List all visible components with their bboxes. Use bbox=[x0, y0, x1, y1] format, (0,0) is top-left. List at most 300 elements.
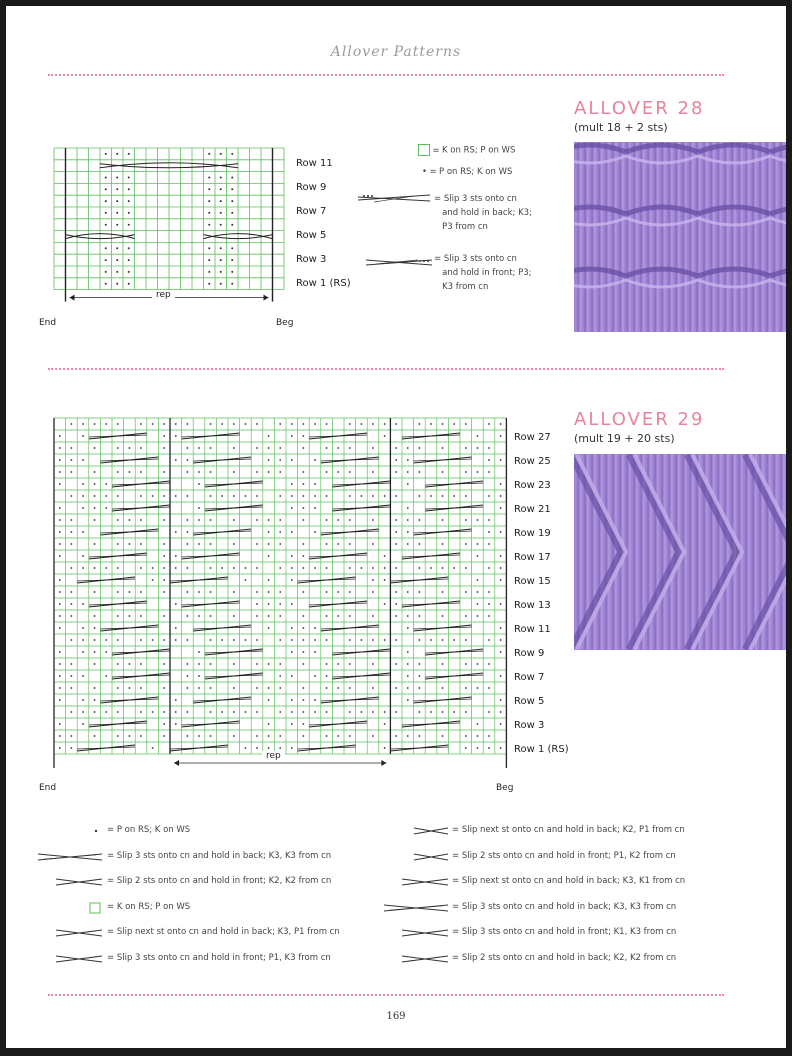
chart-dot bbox=[233, 711, 235, 713]
chart-dot bbox=[291, 711, 293, 713]
c6b2-icon bbox=[380, 901, 450, 915]
chart-dot bbox=[453, 495, 455, 497]
chart-dot bbox=[175, 435, 177, 437]
chart-dot bbox=[233, 567, 235, 569]
chart-dot bbox=[116, 224, 118, 226]
chart-dot bbox=[395, 663, 397, 665]
chart-dot bbox=[407, 627, 409, 629]
chart-dot bbox=[407, 507, 409, 509]
chart-dot bbox=[129, 663, 131, 665]
chart-dot bbox=[163, 423, 165, 425]
chart-dot bbox=[291, 423, 293, 425]
chart-dot bbox=[279, 447, 281, 449]
chart-dot bbox=[71, 747, 73, 749]
chart-dot bbox=[94, 447, 96, 449]
chart-cable bbox=[309, 435, 367, 437]
chart-dot bbox=[210, 591, 212, 593]
chart-dot bbox=[59, 603, 61, 605]
chart-dot bbox=[163, 519, 165, 521]
chart-dot bbox=[419, 687, 421, 689]
chart-dot bbox=[117, 615, 119, 617]
chart-dot bbox=[105, 651, 107, 653]
chart-dot bbox=[291, 579, 293, 581]
chart-dot bbox=[210, 567, 212, 569]
chart-cable bbox=[182, 555, 240, 557]
chart-dot bbox=[430, 567, 432, 569]
chart-dot bbox=[210, 711, 212, 713]
chart-dot bbox=[140, 471, 142, 473]
chart-dot bbox=[233, 735, 235, 737]
chart-cable bbox=[100, 531, 158, 533]
chart-dot bbox=[71, 639, 73, 641]
chart-cable bbox=[309, 723, 367, 725]
chart-dot bbox=[71, 603, 73, 605]
chart-cable bbox=[414, 699, 472, 701]
chart-dot bbox=[442, 615, 444, 617]
chart-dot bbox=[419, 591, 421, 593]
chart-dot bbox=[314, 459, 316, 461]
chart-dot bbox=[326, 543, 328, 545]
chart-dot bbox=[128, 153, 130, 155]
chart-dot bbox=[59, 699, 61, 701]
chart-dot bbox=[384, 711, 386, 713]
chart-cable bbox=[112, 651, 170, 653]
chart-dot bbox=[59, 531, 61, 533]
chart-dot bbox=[198, 675, 200, 677]
allover28-end-label: End bbox=[39, 318, 57, 328]
chart-dot bbox=[477, 555, 479, 557]
chart-dot bbox=[221, 639, 223, 641]
chart-dot bbox=[105, 200, 107, 202]
chart-dot bbox=[163, 723, 165, 725]
chart-dot bbox=[372, 711, 374, 713]
chart-dot bbox=[94, 471, 96, 473]
chart-dot bbox=[291, 639, 293, 641]
allover29-chart bbox=[46, 408, 508, 784]
chart-cable bbox=[425, 507, 483, 509]
chart-dot bbox=[477, 747, 479, 749]
chart-dot bbox=[442, 471, 444, 473]
chart-dot bbox=[326, 423, 328, 425]
chart-dot bbox=[221, 423, 223, 425]
chart-dot bbox=[82, 603, 84, 605]
chart-dot bbox=[361, 567, 363, 569]
allover28-rep-label: rep bbox=[152, 290, 175, 300]
chart-dot bbox=[500, 579, 502, 581]
chart-dot bbox=[152, 579, 154, 581]
chart-dot bbox=[407, 519, 409, 521]
chart-dot bbox=[233, 687, 235, 689]
chart-dot bbox=[465, 711, 467, 713]
chart-dot bbox=[500, 711, 502, 713]
chart-cable bbox=[89, 723, 147, 725]
chart-dot bbox=[210, 495, 212, 497]
chart-dot bbox=[291, 435, 293, 437]
chart-dot bbox=[477, 735, 479, 737]
chart-dot bbox=[395, 459, 397, 461]
chart-dot bbox=[465, 639, 467, 641]
chart-dot bbox=[94, 507, 96, 509]
chart-dot bbox=[82, 495, 84, 497]
allover28-row-label: Row 1 (RS) bbox=[296, 278, 351, 289]
chart-dot bbox=[395, 531, 397, 533]
chart-dot bbox=[303, 435, 305, 437]
chart-dot bbox=[291, 507, 293, 509]
chart-cable bbox=[205, 675, 263, 677]
chart-dot bbox=[94, 699, 96, 701]
chart-dot bbox=[163, 687, 165, 689]
chart-dot bbox=[279, 423, 281, 425]
chart-dot bbox=[82, 675, 84, 677]
chart-dot bbox=[105, 259, 107, 261]
chart-dot bbox=[384, 723, 386, 725]
chart-dot bbox=[465, 747, 467, 749]
page-number: 169 bbox=[386, 1011, 406, 1022]
chart-dot bbox=[208, 283, 210, 285]
chart-dot bbox=[384, 423, 386, 425]
chart-dot bbox=[233, 639, 235, 641]
chart-dot bbox=[128, 212, 130, 214]
chart-dot bbox=[94, 543, 96, 545]
chart-dot bbox=[477, 603, 479, 605]
chart-dot bbox=[94, 519, 96, 521]
chart-dot bbox=[291, 459, 293, 461]
chart-dot bbox=[430, 711, 432, 713]
chart-dot bbox=[453, 711, 455, 713]
chart-dot bbox=[453, 639, 455, 641]
chart-dot bbox=[407, 591, 409, 593]
allover28-title: ALLOVER 28 bbox=[574, 98, 705, 119]
chart-dot bbox=[372, 591, 374, 593]
chart-dot bbox=[128, 259, 130, 261]
chart-dot bbox=[116, 283, 118, 285]
chart-dot bbox=[198, 663, 200, 665]
chart-dot bbox=[488, 423, 490, 425]
chart-dot bbox=[279, 639, 281, 641]
chart-dot bbox=[256, 471, 258, 473]
chart-dot bbox=[268, 555, 270, 557]
chart-dot bbox=[208, 153, 210, 155]
chart-dot bbox=[187, 615, 189, 617]
chart-dot bbox=[152, 747, 154, 749]
chart-dot bbox=[407, 663, 409, 665]
chart-dot bbox=[268, 723, 270, 725]
chart-dot bbox=[372, 519, 374, 521]
chart-dot bbox=[395, 567, 397, 569]
chart-dot bbox=[163, 711, 165, 713]
c4f-icon bbox=[34, 875, 104, 889]
chart-dot bbox=[152, 711, 154, 713]
chart-dot bbox=[326, 471, 328, 473]
t4b-icon bbox=[34, 926, 104, 940]
chart-dot bbox=[163, 435, 165, 437]
key29-entry: = Slip 2 sts onto cn and hold in back; K2, K2 from cn bbox=[452, 952, 677, 963]
chart-dot bbox=[407, 471, 409, 473]
chart-dot bbox=[71, 711, 73, 713]
chart-dot bbox=[140, 711, 142, 713]
chart-dot bbox=[407, 699, 409, 701]
chart-dot bbox=[59, 507, 61, 509]
chart-dot bbox=[59, 579, 61, 581]
chart-dot bbox=[349, 687, 351, 689]
chart-dot bbox=[361, 423, 363, 425]
chart-dot bbox=[163, 591, 165, 593]
chart-dot bbox=[105, 283, 107, 285]
allover29-row-label: Row 23 bbox=[514, 480, 551, 491]
chart-dot bbox=[268, 531, 270, 533]
chart-dot bbox=[268, 603, 270, 605]
chart-dot bbox=[256, 519, 258, 521]
chart-dot bbox=[233, 423, 235, 425]
chart-dot bbox=[326, 711, 328, 713]
chart-cable bbox=[321, 531, 379, 533]
chart-dot bbox=[129, 591, 131, 593]
chart-dot bbox=[233, 591, 235, 593]
allover28-row-label: Row 9 bbox=[296, 182, 327, 193]
chart-dot bbox=[245, 711, 247, 713]
chart-dot bbox=[187, 459, 189, 461]
chart-dot bbox=[279, 531, 281, 533]
key29-entry: = Slip next st onto cn and hold in back; K3, P1 from cn bbox=[107, 927, 340, 937]
chart-dot bbox=[477, 615, 479, 617]
chart-dot bbox=[395, 687, 397, 689]
chart-dot bbox=[303, 711, 305, 713]
chart-dot bbox=[395, 471, 397, 473]
chart-dot bbox=[303, 495, 305, 497]
chart-dot bbox=[233, 615, 235, 617]
chart-dot bbox=[477, 663, 479, 665]
running-head: Allover Patterns bbox=[330, 44, 462, 60]
chart-dot bbox=[256, 447, 258, 449]
chart-cable bbox=[309, 603, 367, 605]
chart-dot bbox=[279, 711, 281, 713]
key29-entry: = Slip 3 sts onto cn and hold in front; P1, K3 from cn bbox=[107, 952, 331, 963]
chart-dot bbox=[500, 747, 502, 749]
chart-dot bbox=[442, 591, 444, 593]
chart-cable bbox=[193, 459, 251, 461]
chart-dot bbox=[384, 567, 386, 569]
chart-dot bbox=[477, 543, 479, 545]
chart-cable bbox=[89, 555, 147, 557]
chart-dot bbox=[208, 259, 210, 261]
chart-dot bbox=[187, 663, 189, 665]
chart-dot bbox=[372, 615, 374, 617]
chart-cable bbox=[89, 603, 147, 605]
chart-dot bbox=[349, 519, 351, 521]
key29-entry: = Slip 3 sts onto cn and hold in front; K1, K3 from cn bbox=[452, 927, 677, 937]
key29-entry: = K on RS; P on WS bbox=[107, 901, 191, 912]
chart-dot bbox=[279, 687, 281, 689]
chart-dot bbox=[163, 735, 165, 737]
chart-dot bbox=[372, 423, 374, 425]
chart-dot bbox=[220, 200, 222, 202]
chart-dot bbox=[233, 495, 235, 497]
chart-dot bbox=[116, 200, 118, 202]
chart-dot bbox=[187, 711, 189, 713]
chart-dot bbox=[268, 747, 270, 749]
chart-dot bbox=[245, 747, 247, 749]
chart-dot bbox=[208, 200, 210, 202]
chart-dot bbox=[117, 735, 119, 737]
chart-dot bbox=[198, 651, 200, 653]
chart-cable bbox=[425, 675, 483, 677]
chart-dot bbox=[279, 603, 281, 605]
chart-dot bbox=[163, 543, 165, 545]
chart-dot bbox=[268, 735, 270, 737]
chart-dot bbox=[256, 639, 258, 641]
chart-dot bbox=[303, 519, 305, 521]
chart-dot bbox=[326, 675, 328, 677]
chart-dot bbox=[117, 591, 119, 593]
chart-dot bbox=[256, 423, 258, 425]
chart-dot bbox=[71, 459, 73, 461]
chart-dot bbox=[71, 675, 73, 677]
chart-dot bbox=[129, 543, 131, 545]
chart-dot bbox=[82, 723, 84, 725]
chart-dot bbox=[291, 747, 293, 749]
chart-dot bbox=[326, 735, 328, 737]
chart-dot bbox=[395, 615, 397, 617]
chart-dot bbox=[198, 735, 200, 737]
chart-dot bbox=[71, 423, 73, 425]
chart-dot bbox=[71, 471, 73, 473]
chart-dot bbox=[291, 723, 293, 725]
chart-dot bbox=[256, 747, 258, 749]
chart-dot bbox=[384, 747, 386, 749]
chart-cable bbox=[182, 435, 240, 437]
chart-dot bbox=[500, 423, 502, 425]
chart-dot bbox=[407, 531, 409, 533]
chart-dot bbox=[231, 212, 233, 214]
chart-dot bbox=[465, 591, 467, 593]
chart-dot bbox=[303, 423, 305, 425]
chart-dot bbox=[117, 543, 119, 545]
chart-dot bbox=[140, 735, 142, 737]
chart-dot bbox=[94, 711, 96, 713]
chart-dot bbox=[117, 423, 119, 425]
chart-dot bbox=[233, 663, 235, 665]
chart-dot bbox=[268, 543, 270, 545]
chart-dot bbox=[303, 471, 305, 473]
chart-dot bbox=[384, 555, 386, 557]
chart-dot bbox=[152, 423, 154, 425]
chart-dot bbox=[349, 639, 351, 641]
chart-dot bbox=[500, 699, 502, 701]
chart-dot bbox=[59, 519, 61, 521]
allover29-row-label: Row 9 bbox=[514, 648, 545, 659]
chart-dot bbox=[71, 543, 73, 545]
chart-dot bbox=[105, 711, 107, 713]
chart-cable bbox=[193, 627, 251, 629]
chart-dot bbox=[233, 447, 235, 449]
chart-dot bbox=[488, 603, 490, 605]
chart-dot bbox=[256, 615, 258, 617]
chart-dot bbox=[231, 224, 233, 226]
chart-dot bbox=[349, 591, 351, 593]
chart-dot bbox=[187, 519, 189, 521]
chart-dot bbox=[488, 747, 490, 749]
chart-dot bbox=[94, 423, 96, 425]
chart-dot bbox=[187, 423, 189, 425]
chart-dot bbox=[71, 519, 73, 521]
chart-dot bbox=[105, 507, 107, 509]
chart-dot bbox=[488, 615, 490, 617]
chart-dot bbox=[163, 579, 165, 581]
chart-dot bbox=[94, 651, 96, 653]
chart-dot bbox=[268, 687, 270, 689]
chart-dot bbox=[187, 471, 189, 473]
chart-dot bbox=[105, 567, 107, 569]
chart-dot bbox=[105, 483, 107, 485]
chart-dot bbox=[465, 447, 467, 449]
chart-dot bbox=[303, 735, 305, 737]
chart-dot bbox=[128, 283, 130, 285]
chart-dot bbox=[314, 651, 316, 653]
chart-dot bbox=[372, 495, 374, 497]
chart-dot bbox=[59, 543, 61, 545]
chart-dot bbox=[140, 423, 142, 425]
chart28-grid bbox=[54, 148, 284, 290]
chart-cable bbox=[193, 699, 251, 701]
chart29-grid bbox=[54, 418, 506, 754]
chart-dot bbox=[175, 723, 177, 725]
chart-cable bbox=[100, 627, 158, 629]
chart-cable bbox=[332, 675, 390, 677]
chart-dot bbox=[326, 495, 328, 497]
chart-dot bbox=[395, 591, 397, 593]
chart-dot bbox=[71, 663, 73, 665]
chart-dot bbox=[175, 711, 177, 713]
chart-dot bbox=[268, 627, 270, 629]
knit-box-icon bbox=[418, 144, 430, 156]
chart-dot bbox=[245, 567, 247, 569]
chart-dot bbox=[187, 543, 189, 545]
chart-dot bbox=[245, 579, 247, 581]
key29-entry: = Slip next st onto cn and hold in back; K3, K1 from cn bbox=[452, 876, 686, 886]
chart-dot bbox=[256, 711, 258, 713]
chart-dot bbox=[419, 447, 421, 449]
chart-dot bbox=[395, 495, 397, 497]
chart-dot bbox=[105, 247, 107, 249]
chart-dot bbox=[210, 447, 212, 449]
chart-dot bbox=[220, 247, 222, 249]
chart-dot bbox=[488, 591, 490, 593]
chart-dot bbox=[175, 423, 177, 425]
chart-dot bbox=[465, 687, 467, 689]
chart-cable bbox=[402, 723, 460, 725]
chart-dot bbox=[419, 663, 421, 665]
chart-dot bbox=[105, 177, 107, 179]
chart-dot bbox=[303, 543, 305, 545]
chart-dot bbox=[303, 627, 305, 629]
chart-dot bbox=[442, 447, 444, 449]
chart-dot bbox=[279, 519, 281, 521]
chart-dot bbox=[291, 651, 293, 653]
chart-dot bbox=[488, 567, 490, 569]
chart-dot bbox=[291, 495, 293, 497]
chart-dot bbox=[210, 639, 212, 641]
chart-dot bbox=[140, 543, 142, 545]
chart-dot bbox=[245, 423, 247, 425]
key28-cable-front: = Slip 3 sts onto cn and hold in front; P3; K3 from cn bbox=[434, 254, 532, 292]
chart-dot bbox=[465, 567, 467, 569]
chart-dot bbox=[419, 495, 421, 497]
chart-dot bbox=[198, 687, 200, 689]
chart-cable bbox=[332, 507, 390, 509]
chart-dot bbox=[291, 567, 293, 569]
chart-dot bbox=[349, 447, 351, 449]
chart-dot bbox=[256, 591, 258, 593]
